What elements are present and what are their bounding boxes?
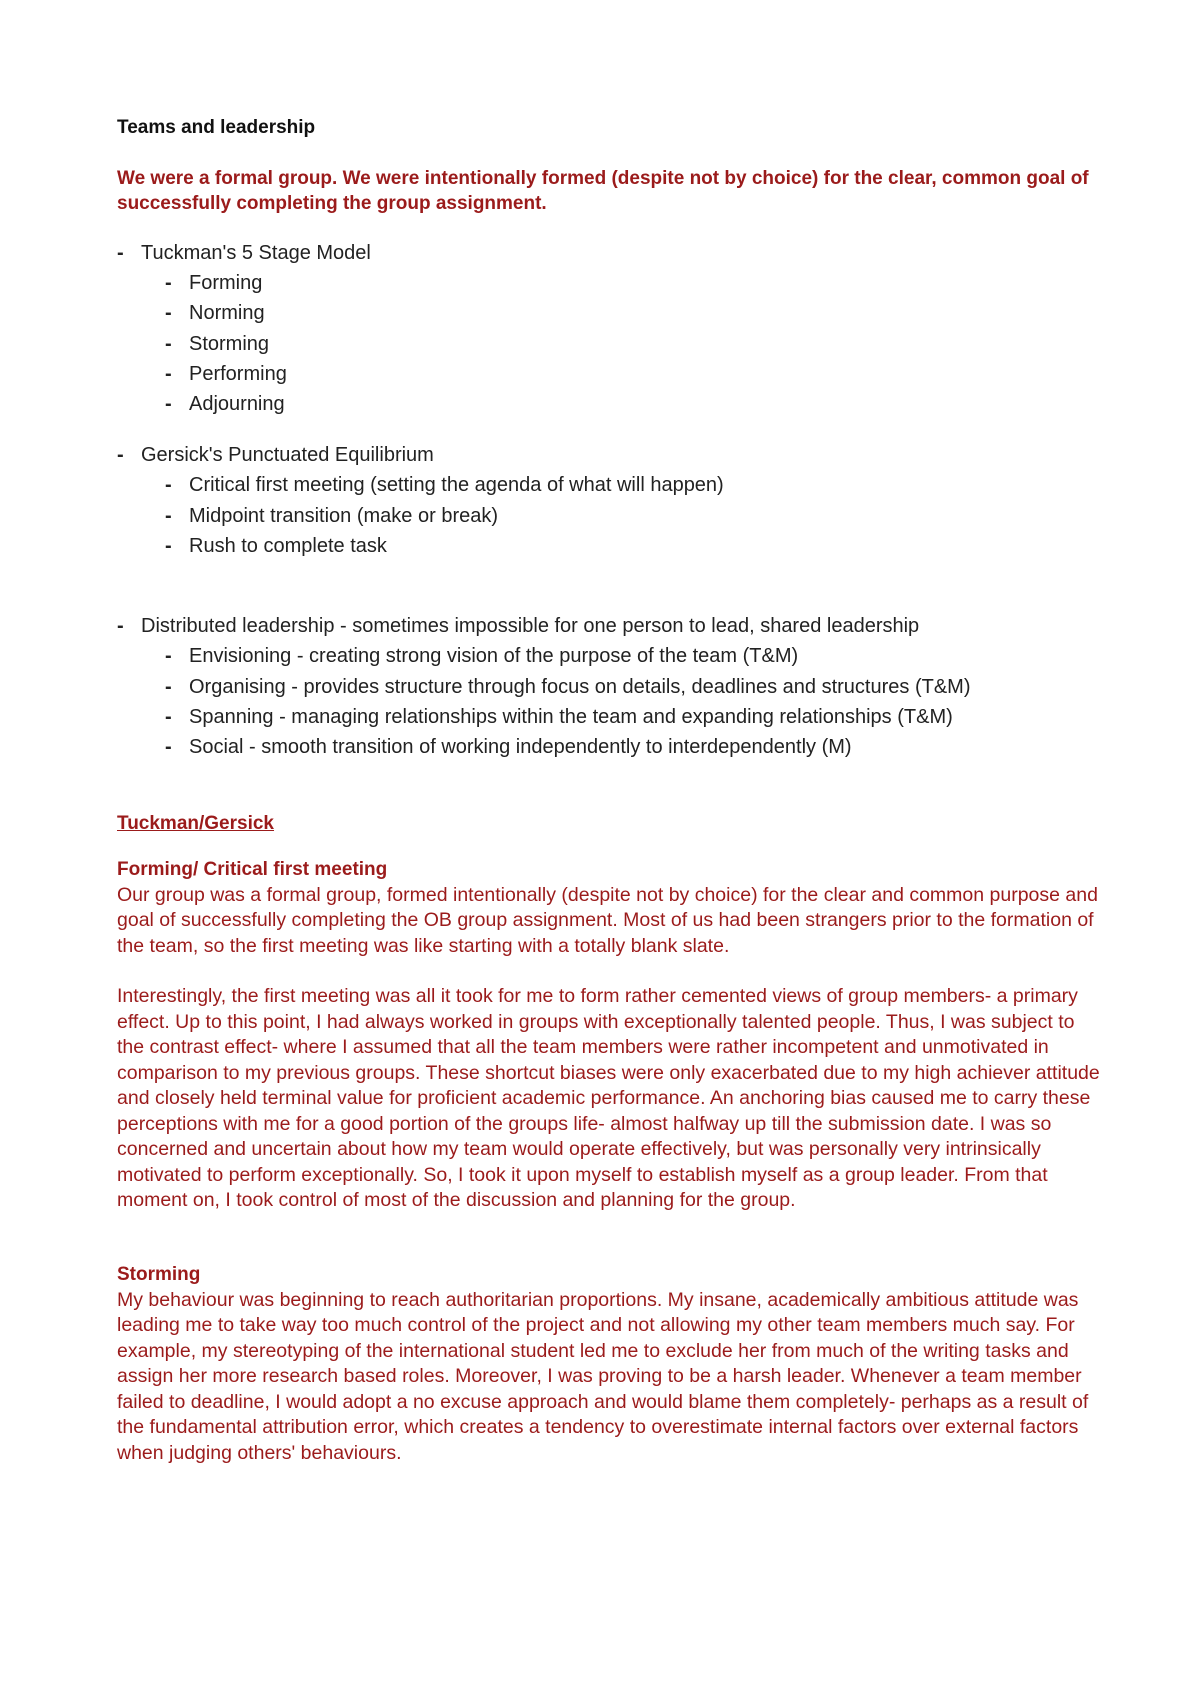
list-item: - Envisioning - creating strong vision of the purpose of the team (T&M) bbox=[165, 641, 1100, 671]
list-item: - Adjourning bbox=[165, 389, 1100, 419]
list-item bbox=[117, 440, 1100, 561]
list-item: - Rush to complete task bbox=[165, 531, 1100, 561]
list-item: - Spanning - managing relationships within the team and expanding relationships (T&M) bbox=[165, 702, 1100, 732]
storming-heading: Storming bbox=[117, 1263, 201, 1285]
document-title: Teams and leadership bbox=[117, 117, 316, 138]
forming-paragraph-2: Interestingly, the first meeting was all it took for me to form rather cemented views of group members- a primary effect. Up to this point, I had always worked in groups with exceptionally talented people. Thus, I was subject to the contrast effect- where I assumed that all the team members were rather incompetent and unmotivated in comparison to my previous groups. These shortcut biases were only exacerbated due to my high achiever attitude and closely held terminal value for proficient academic performance. An anchoring bias caused me to carry these perceptions with me for a good portion of the groups life- almost halfway up till the submission date. I was so concerned and uncertain about how my team would operate effectively, but was personally very intrinsically motivated to perform exceptionally. So, I took it upon myself to establish myself as a group leader. From that moment on, I took control of most of the discussion and planning for the group. bbox=[117, 985, 1100, 1212]
list-item: - Storming bbox=[165, 329, 1100, 359]
section-heading: Tuckman/Gersick bbox=[117, 812, 275, 834]
list-item: - Forming bbox=[165, 268, 1100, 298]
list-item: - Critical first meeting (setting the agenda of what will happen) bbox=[165, 470, 1100, 500]
forming-paragraph-1: Our group was a formal group, formed intentionally (despite not by choice) for the clear and common purpose and goal of successfully completing the OB group assignment. Most of us had been strangers prior to the formation of the team, so the first meeting was like starting with a totally blank slate. bbox=[117, 883, 1098, 957]
tuckman-list bbox=[117, 238, 1100, 419]
list-heading: Gersick's Punctuated Equilibrium bbox=[141, 444, 434, 467]
storming-paragraph: My behaviour was beginning to reach authoritarian proportions. My insane, academically ambitious attitude was leading me to take way too much control of the project and not allowing my other team members much say. For example, my stereotyping of the international student led me to exclude her from much of the writing tasks and assign her more research based roles. Moreover, I was proving to be a harsh leader. Whenever a team member failed to deadline, I would adopt a no excuse approach and would blame them completely- perhaps as a result of the fundamental attribution error, which creates a tendency to overestimate internal factors over external factors when judging others' behaviours. bbox=[117, 1288, 1089, 1464]
intro-paragraph: We were a formal group. We were intentionally formed (despite not by choice) for the clear, common goal of successfully completing the group assignment. bbox=[117, 168, 1089, 214]
list-item: - Norming bbox=[165, 298, 1100, 328]
list-item bbox=[117, 238, 1100, 419]
list-item: - Performing bbox=[165, 359, 1100, 389]
gersick-list bbox=[117, 440, 1100, 561]
list-item bbox=[117, 611, 1100, 762]
list-item: - Midpoint transition (make or break) bbox=[165, 501, 1100, 531]
list-heading: Distributed leadership - sometimes impossible for one person to lead, shared leadership bbox=[141, 615, 920, 638]
forming-heading: Forming/ Critical first meeting bbox=[117, 858, 388, 880]
distributed-leadership-list bbox=[117, 611, 1100, 762]
list-heading: Tuckman's 5 Stage Model bbox=[141, 242, 371, 264]
sub-list bbox=[141, 641, 1100, 762]
sub-list bbox=[141, 268, 1100, 419]
list-item: - Social - smooth transition of working independently to interdependently (M) bbox=[165, 732, 1100, 762]
sub-list bbox=[141, 470, 1100, 561]
list-item: - Organising - provides structure through focus on details, deadlines and structures (T&M) bbox=[165, 672, 1100, 702]
